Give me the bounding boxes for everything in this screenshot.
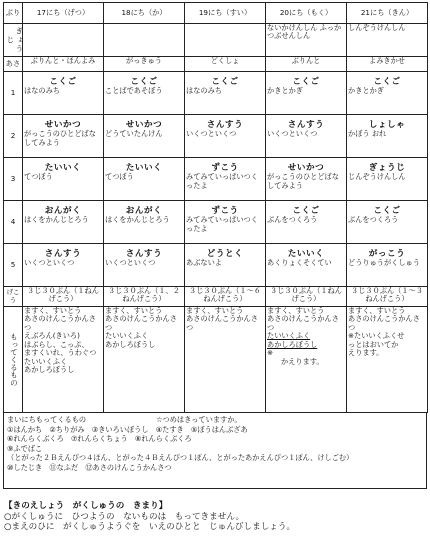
lesson-cell: [185, 158, 266, 201]
morning-cell: ぶりんと: [266, 57, 347, 72]
lesson-detail: ぶんをつくろう: [267, 215, 318, 225]
lesson-detail: はくをかんじとろう: [24, 215, 89, 225]
lesson-detail: どうりゅうがくしゅう: [348, 258, 420, 268]
morning-row-label: あさ: [4, 57, 23, 72]
lesson-cell: [104, 115, 185, 158]
lesson-detail: かきとかぎ: [267, 86, 303, 96]
header-row: [4, 3, 428, 24]
day-header: 17にち（げつ）: [23, 3, 104, 24]
lesson-detail: いくつといくつ: [24, 258, 75, 268]
bring-row: [4, 307, 428, 413]
lesson-detail: てつぼう: [24, 172, 53, 182]
lesson-subject: おんがく: [125, 206, 163, 216]
lesson-subject: せいかつ: [287, 163, 325, 173]
lesson-subject: さんすう: [44, 249, 82, 259]
lesson-cell: [266, 244, 347, 287]
daily-items-notes: [3, 413, 427, 489]
lesson-detail: じんぞうけんしん: [348, 172, 406, 182]
lesson-detail: かきとかぎ: [348, 86, 384, 96]
lesson-subject: こくご: [373, 206, 401, 216]
lesson-cell: [23, 115, 104, 158]
lesson-subject: ずこう: [211, 206, 239, 216]
lesson-subject: たいいく: [125, 163, 163, 173]
lesson-cell: [23, 201, 104, 244]
notes-line: ⑩したじき ⑪なふだ ⑫あさのけんこうかんさつ: [7, 462, 172, 472]
lesson-detail: ぶんをつくろう: [348, 215, 399, 225]
lesson-cell: [347, 244, 428, 287]
lesson-detail: あくりょくそくてい: [267, 258, 332, 268]
bring-cell: ますく、すいとう あさのけんこうかんさつ: [185, 307, 266, 413]
nails-reminder: ☆つめはきっていますか。: [156, 415, 242, 424]
lesson-detail: はなのみち: [24, 86, 60, 96]
lesson-subject: こくご: [130, 77, 158, 87]
bring-cell: ますく、すいとう あさのけんこうかんさつ たいいくふく あかしろぼうし ※ かえります。: [266, 307, 347, 413]
lesson-subject: たいいく: [44, 163, 82, 173]
lesson-cell: [23, 244, 104, 287]
dismissal-cell: ３じ３０ぷん（１ねんげこう）: [266, 287, 347, 307]
dismissal-cell: ３じ３０ぷん（１ねんげこう）: [23, 287, 104, 307]
lesson-detail: がっこうのひとどばなしてみよう: [24, 129, 96, 147]
lesson-subject: ぎょうじ: [368, 163, 406, 173]
rule-line: ○がくしゅうに ひつようの ないものは もってきません。: [4, 511, 245, 522]
event-cell: [23, 24, 104, 57]
weekly-timetable: [3, 2, 428, 413]
lesson-subject: しょしゃ: [368, 120, 406, 130]
lesson-subject: さんすう: [287, 120, 325, 130]
lesson-detail: いくつといくつ: [105, 258, 156, 268]
lesson-subject: おんがく: [44, 206, 82, 216]
event-cell: [185, 24, 266, 57]
period-row: [4, 244, 428, 287]
lesson-subject: こくご: [49, 77, 77, 87]
dismissal-cell: ３じ３０ぷん（１〜６ねんげこう）: [185, 287, 266, 307]
day-header: 18にち（か）: [104, 3, 185, 24]
morning-cell: よみきかせ: [347, 57, 428, 72]
lesson-subject: せいかつ: [44, 120, 82, 130]
lesson-detail: かぼう おれ: [348, 129, 387, 139]
morning-cell: がっきゅう: [104, 57, 185, 72]
lesson-detail: どうていたんけん: [105, 129, 163, 139]
lesson-subject: たいいく: [287, 249, 325, 259]
period-number: 3: [4, 158, 23, 201]
lesson-detail: てつぼう: [105, 172, 134, 182]
period-row: [4, 201, 428, 244]
lesson-subject: ずこう: [211, 163, 239, 173]
notes-title: まいにちもってくるもの: [7, 415, 87, 424]
lesson-cell: [104, 72, 185, 115]
notes-line: ⑨ふでばこ: [7, 443, 43, 453]
learning-rules: [3, 501, 427, 533]
header-corner: ぶり: [4, 3, 23, 24]
event-row-label: ぎょうじ: [4, 24, 23, 57]
day-header: 21にち（きん）: [347, 3, 428, 24]
lesson-cell: [266, 158, 347, 201]
lesson-detail: いくつといくつ: [186, 129, 237, 139]
notes-line: （とがった２Ｂえんぴつ４ほん、とがった４Ｂえんぴつ１ぽん、とがったあかえんぴつ１ぽん、けしごむ）: [7, 453, 354, 462]
lesson-cell: [266, 72, 347, 115]
bring-cell: ますく、すいとう あさのけんこうかんさつ たいいくふく あかしろぼうし: [104, 307, 185, 413]
lesson-detail: はくをかんじとろう: [105, 215, 170, 225]
morning-cell: ぶりんと・ほんよみ: [23, 57, 104, 72]
event-cell: [104, 24, 185, 57]
lesson-subject: こくご: [211, 77, 239, 87]
bring-cell: ますく、すいとう あさのけんこうかんさつ えぶろん(きいろ) はぶらし、こっぷ、 ますくいれ、うわぐつ たいいくふく あかしろぼうし: [23, 307, 104, 413]
period-number: 1: [4, 72, 23, 115]
lesson-cell: [185, 115, 266, 158]
lesson-detail: ことばであそぼう: [105, 86, 163, 96]
lesson-cell: [347, 201, 428, 244]
lesson-cell: [347, 115, 428, 158]
period-row: [4, 158, 428, 201]
morning-cell: どくしょ: [185, 57, 266, 72]
day-header: 19にち（すい）: [185, 3, 266, 24]
lesson-subject: さんすう: [125, 249, 163, 259]
rules-title: 【きのえしょう がくしゅうの きまり】: [4, 501, 168, 511]
bring-cell: ますく、すいとう あさのけんこうかんさつ ※たいいくふくせ っとはおいてか えります。: [347, 307, 428, 413]
lesson-subject: こくご: [373, 77, 401, 87]
lesson-subject: どうとく: [206, 249, 244, 259]
lesson-detail: あぶないよ: [186, 258, 222, 268]
notes-line: ⑥れんらくぶくろ ⑦れんらくちょう ⑧れんらくぶくろ: [7, 434, 192, 443]
lesson-cell: [185, 201, 266, 244]
lesson-subject: こくご: [292, 206, 320, 216]
bring-row-label: もってくるもの: [4, 307, 23, 413]
schedule-sheet: [3, 2, 427, 533]
period-number: 5: [4, 244, 23, 287]
event-cell: しんぞうけんしん: [347, 24, 428, 57]
dismissal-row-label: げこう: [4, 287, 23, 307]
lesson-cell: [347, 72, 428, 115]
lesson-subject: こくご: [292, 77, 320, 87]
lesson-subject: がっこう: [368, 249, 406, 259]
period-row: [4, 72, 428, 115]
dismissal-row: [4, 287, 428, 307]
event-row: [4, 24, 428, 57]
dismissal-cell: ３じ３０ぷん（１、２ねんげこう）: [104, 287, 185, 307]
lesson-cell: [104, 158, 185, 201]
lesson-detail: はなのみち: [186, 86, 222, 96]
lesson-cell: [104, 201, 185, 244]
lesson-cell: [185, 244, 266, 287]
rule-line: ○まえのひに がくしゅうようぐを いえのひとと じゅんびしましょう。: [4, 522, 296, 533]
morning-row: [4, 57, 428, 72]
lesson-subject: さんすう: [206, 120, 244, 130]
period-number: 2: [4, 115, 23, 158]
lesson-cell: [23, 72, 104, 115]
period-number: 4: [4, 201, 23, 244]
lesson-cell: [266, 115, 347, 158]
lesson-detail: いくつといくつ: [267, 129, 318, 139]
lesson-cell: [347, 158, 428, 201]
period-row: [4, 115, 428, 158]
dismissal-cell: ３じ３０ぷん（１〜３ねんげこう）: [347, 287, 428, 307]
lesson-detail: がっこうのひとどばなしてみよう: [267, 172, 339, 190]
day-header: 20にち（もく）: [266, 3, 347, 24]
lesson-detail: みてみていっぱいつくったよ: [186, 172, 258, 190]
event-cell: ないかけんしん ふっかつぶせんしん: [266, 24, 347, 57]
lesson-cell: [266, 201, 347, 244]
lesson-detail: みてみていっぱいつくったよ: [186, 215, 258, 233]
lesson-subject: せいかつ: [125, 120, 163, 130]
notes-line: ①はんかち ②ちりがみ ③きいろいぼうし ④たすき ⑤ぼうはんぶざあ: [7, 424, 248, 434]
lesson-cell: [185, 72, 266, 115]
lesson-cell: [23, 158, 104, 201]
lesson-cell: [104, 244, 185, 287]
